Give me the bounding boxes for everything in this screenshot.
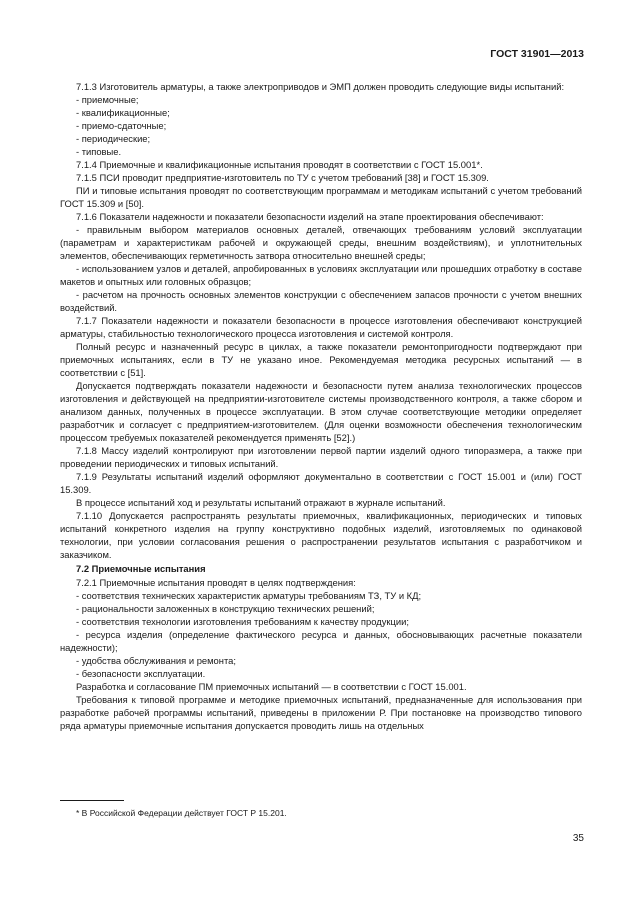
paragraph: ПИ и типовые испытания проводят по соответствующим программам и методикам испытаний с учетом требований ГОСТ 15.309 и [50]. bbox=[60, 185, 582, 209]
paragraph: В процессе испытаний ход и результаты испытаний отражают в журнале испытаний. bbox=[76, 497, 446, 508]
footnote: * В Российской Федерации действует ГОСТ Р 15.201. bbox=[76, 808, 287, 818]
list-item: - периодические; bbox=[76, 133, 151, 144]
paragraph: 7.1.9 Результаты испытаний изделий оформляют документально в соответствии с ГОСТ 15.001 и (или) ГОСТ 15.309. bbox=[60, 471, 582, 495]
paragraph: Допускается подтверждать показатели надежности и безопасности путем анализа технологических процессов изготовления и действующей на предприятии-изготовителе системы производственного контроля, а также сбором и анализом данных, полученных в процессе эксплуатации. В этом случае соответствующие методики определяет разработчик и согласует с предприятием-изготовителем. (Для оценки возможности обеспечения технологическим процессом требуемых показателей рекомендуется применять [52].) bbox=[60, 380, 582, 443]
paragraph: 7.1.6 Показатели надежности и показатели безопасности изделий на этапе проектирования обеспечивают: bbox=[76, 211, 544, 222]
list-item: - приемочные; bbox=[76, 94, 139, 105]
list-item: - правильным выбором материалов основных деталей, отвечающих требованиям условий эксплуатации (параметрам и характеристикам рабочей и окружающей среды, внешним воздействиям), и уплотнительных элементов, обеспечивающих герметичность затвора относительно внешней среды; bbox=[60, 224, 582, 261]
paragraph: Полный ресурс и назначенный ресурс в циклах, а также показатели ремонтопригодности подтверждают при приемочных испытаниях, если в ТУ не указано иное. Рекомендуемая методика ресурсных испытаний — в соответствии с [51]. bbox=[60, 341, 582, 378]
document-header: ГОСТ 31901—2013 bbox=[490, 48, 584, 60]
paragraph: 7.1.3 Изготовитель арматуры, а также электроприводов и ЭМП должен проводить следующие виды испытаний: bbox=[76, 81, 565, 92]
list-item: - удобства обслуживания и ремонта; bbox=[76, 655, 236, 666]
paragraph: Требования к типовой программе и методике приемочных испытаний, предназначенные для использования при разработке рабочей программы испытаний, приведены в приложении Р. При постановке на производство типового ряда арматуры приемочные испытания допускается проводить лишь на отдельных bbox=[60, 694, 582, 731]
paragraph: 7.1.10 Допускается распространять результаты приемочных, квалификационных, периодических и типовых испытаний конкретного изделия на группу конструктивно подобных изделий, изготовляемых по одинаковой технологии, при условии согласования решения о распространении результатов испытания с разработчиком и заказчиком. bbox=[60, 510, 582, 560]
list-item: - соответствия технических характеристик арматуры требованиям ТЗ, ТУ и КД; bbox=[76, 590, 422, 601]
list-item: - безопасности эксплуатации. bbox=[76, 668, 206, 679]
paragraph: Разработка и согласование ПМ приемочных испытаний — в соответствии с ГОСТ 15.001. bbox=[76, 681, 467, 692]
body-text bbox=[60, 80, 582, 732]
page-number: 35 bbox=[572, 833, 584, 844]
list-item: - ресурса изделия (определение фактического ресурса и данных, обосновывающих расчетные показатели надежности); bbox=[60, 629, 582, 653]
footnote-divider bbox=[60, 800, 124, 801]
paragraph: 7.1.8 Массу изделий контролируют при изготовлении первой партии изделий одного типоразмера, а также при проведении периодических и типовых испытаний. bbox=[60, 445, 582, 469]
list-item: - типовые. bbox=[76, 146, 122, 157]
paragraph: 7.1.4 Приемочные и квалификационные испытания проводят в соответствии с ГОСТ 15.001*. bbox=[76, 159, 483, 170]
paragraph: 7.2.1 Приемочные испытания проводят в целях подтверждения: bbox=[76, 577, 356, 588]
paragraph: 7.1.7 Показатели надежности и показатели безопасности в процессе изготовления обеспечивают конструкцией арматуры, стабильностью технологического процесса изготовления и системой контроля. bbox=[60, 315, 582, 339]
list-item: - приемо-сдаточные; bbox=[76, 120, 167, 131]
list-item: - использованием узлов и деталей, апробированных в условиях эксплуатации или прошедших отработку в составе макетов и опытных или головных образцов; bbox=[60, 263, 582, 287]
list-item: - квалификационные; bbox=[76, 107, 170, 118]
section-heading: 7.2 Приемочные испытания bbox=[76, 563, 206, 574]
paragraph: 7.1.5 ПСИ проводит предприятие-изготовитель по ТУ с учетом требований [38] и ГОСТ 15.309. bbox=[76, 172, 489, 183]
list-item: - рациональности заложенных в конструкцию технических решений; bbox=[76, 603, 375, 614]
list-item: - расчетом на прочность основных элементов конструкции с обеспечением запасов прочности с учетом внешних воздействий. bbox=[60, 289, 582, 313]
list-item: - соответствия технологии изготовления требованиям к качеству продукции; bbox=[76, 616, 409, 627]
